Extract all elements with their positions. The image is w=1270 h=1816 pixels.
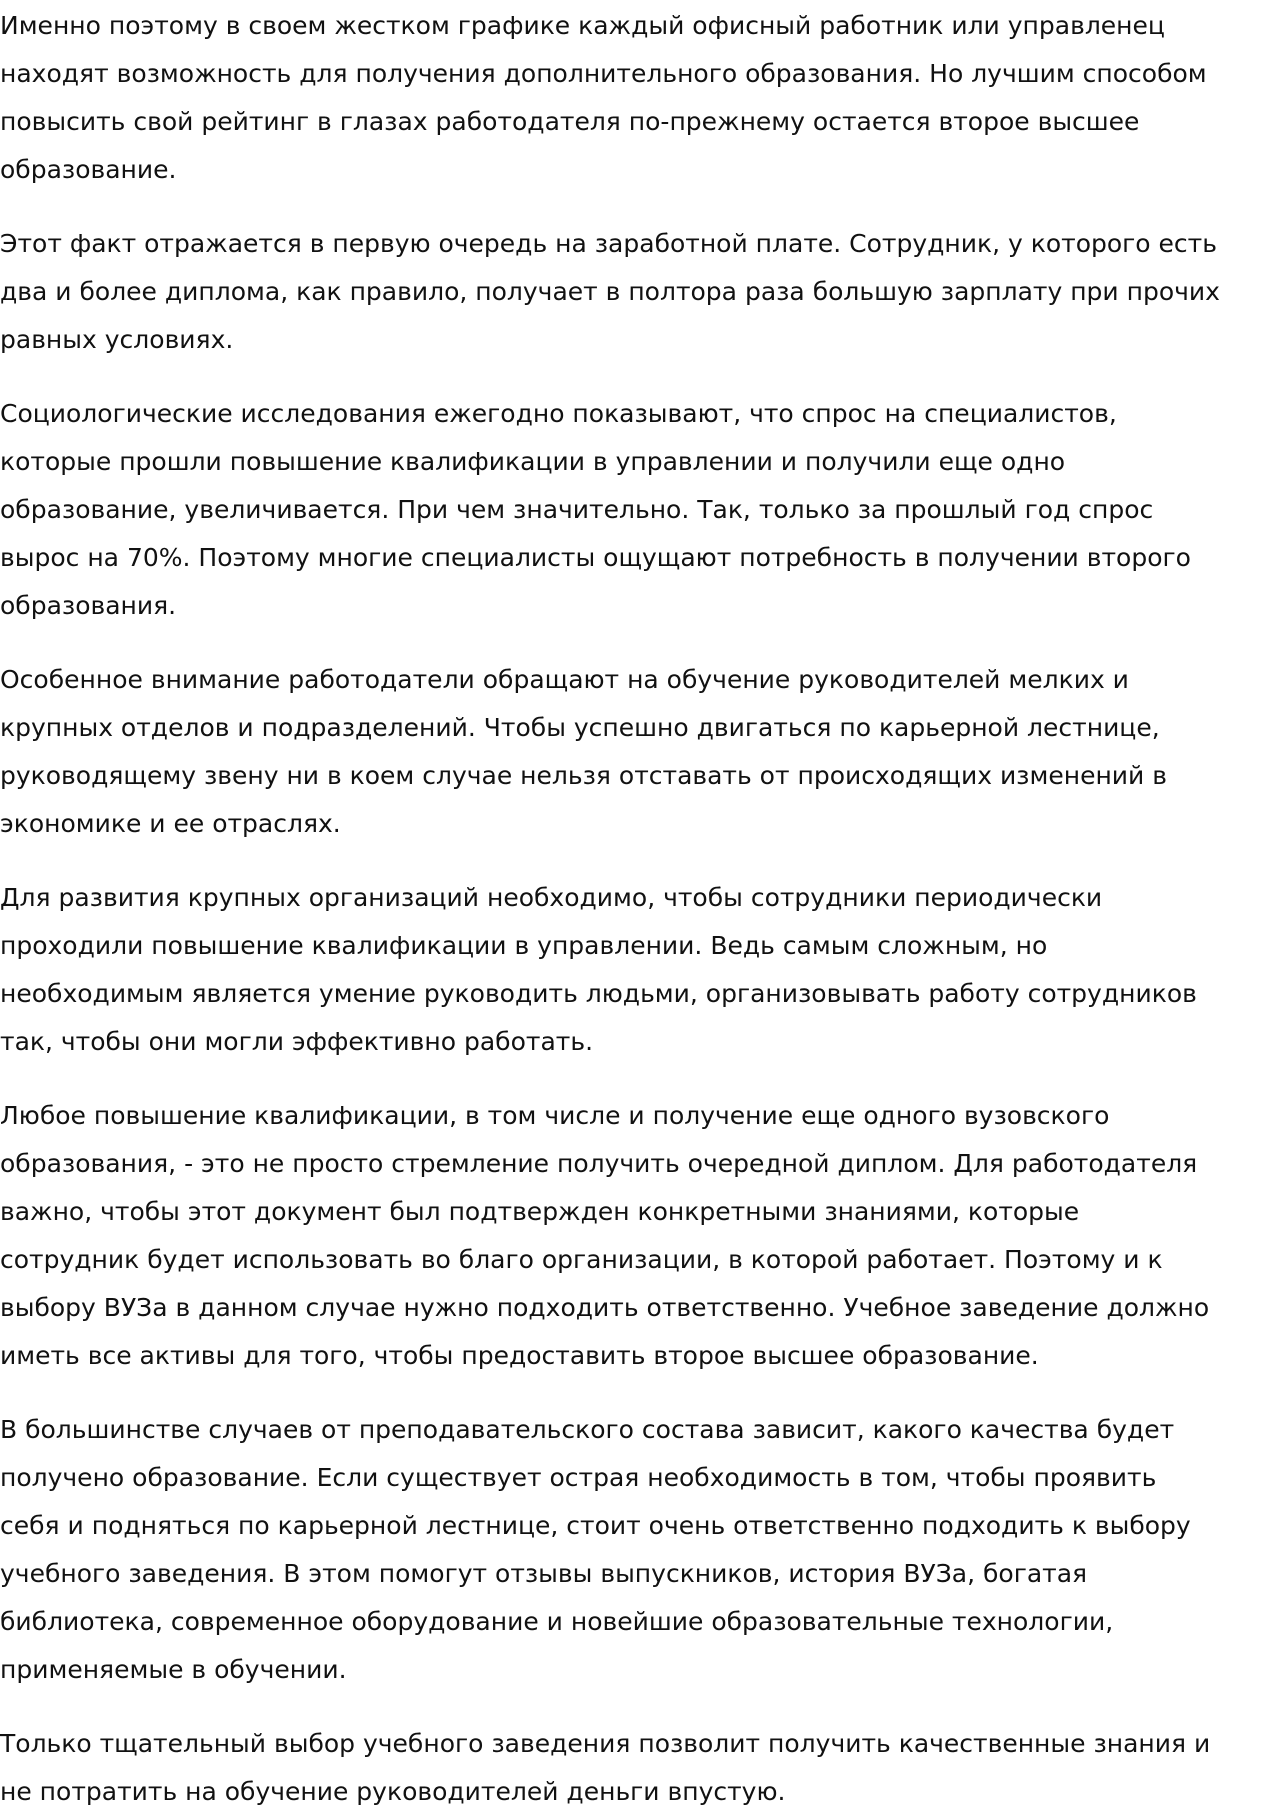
text-line: Этот факт отражается в первую очередь на заработной плате. Сотрудник, у которого есть — [0, 229, 1217, 258]
text-line: так, чтобы они могли эффективно работать. — [0, 1027, 594, 1056]
text-line: себя и подняться по карьерной лестнице, стоит очень ответственно подходить к выбору — [0, 1511, 1191, 1540]
text-line: повысить свой рейтинг в глазах работодателя по-прежнему остается второе высшее — [0, 107, 1140, 136]
paragraph-2 — [0, 220, 1270, 364]
text-line: проходили повышение квалификации в управлении. Ведь самым сложным, но — [0, 931, 1048, 960]
text-line: Для развития крупных организаций необходимо, чтобы сотрудники периодически — [0, 883, 1103, 912]
text-line: два и более диплома, как правило, получает в полтора раза большую зарплату при прочих — [0, 277, 1220, 306]
text-line: равных условиях. — [0, 325, 234, 354]
text-line: не потратить на обучение руководителей деньги впустую. — [0, 1777, 786, 1806]
paragraph-1 — [0, 2, 1270, 194]
paragraph-3 — [0, 390, 1270, 630]
text-line: находят возможность для получения дополнительного образования. Но лучшим способом — [0, 59, 1207, 88]
paragraph-4 — [0, 656, 1270, 848]
text-line: Социологические исследования ежегодно показывают, что спрос на специалистов, — [0, 399, 1117, 428]
text-line: вырос на 70%. Поэтому многие специалисты ощущают потребность в получении второго — [0, 543, 1191, 572]
text-line: образования, - это не просто стремление получить очередной диплом. Для работодателя — [0, 1149, 1198, 1178]
text-line: образования. — [0, 591, 177, 620]
text-line: библиотека, современное оборудование и новейшие образовательные технологии, — [0, 1607, 1114, 1636]
text-line: которые прошли повышение квалификации в управлении и получили еще одно — [0, 447, 1066, 476]
text-line: важно, чтобы этот документ был подтвержден конкретными знаниями, которые — [0, 1197, 1080, 1226]
text-line: образование, увеличивается. При чем значительно. Так, только за прошлый год спрос — [0, 495, 1154, 524]
text-line: Особенное внимание работодатели обращают на обучение руководителей мелких и — [0, 665, 1129, 694]
text-line: крупных отделов и подразделений. Чтобы успешно двигаться по карьерной лестнице, — [0, 713, 1160, 742]
paragraph-5 — [0, 874, 1270, 1066]
text-line: иметь все активы для того, чтобы предоставить второе высшее образование. — [0, 1341, 1039, 1370]
text-line: выбору ВУЗа в данном случае нужно подходить ответственно. Учебное заведение должно — [0, 1293, 1210, 1322]
text-line: получено образование. Если существует острая необходимость в том, чтобы проявить — [0, 1463, 1157, 1492]
text-line: необходимым является умение руководить людьми, организовывать работу сотрудников — [0, 979, 1197, 1008]
text-line: Любое повышение квалификации, в том числе и получение еще одного вузовского — [0, 1101, 1110, 1130]
text-line: Именно поэтому в своем жестком графике каждый офисный работник или управленец — [0, 11, 1165, 40]
paragraph-6 — [0, 1092, 1270, 1380]
text-line: Только тщательный выбор учебного заведения позволит получить качественные знания и — [0, 1729, 1211, 1758]
paragraph-7 — [0, 1406, 1270, 1694]
text-line: экономике и ее отраслях. — [0, 809, 341, 838]
text-line: применяемые в обучении. — [0, 1655, 347, 1684]
article-body — [0, 2, 1270, 1816]
text-line: В большинстве случаев от преподавательского состава зависит, какого качества будет — [0, 1415, 1175, 1444]
paragraph-8 — [0, 1720, 1270, 1816]
text-line: руководящему звену ни в коем случае нельзя отставать от происходящих изменений в — [0, 761, 1167, 790]
text-line: образование. — [0, 155, 177, 184]
text-line: учебного заведения. В этом помогут отзывы выпускников, история ВУЗа, богатая — [0, 1559, 1088, 1588]
text-line: сотрудник будет использовать во благо организации, в которой работает. Поэтому и к — [0, 1245, 1163, 1274]
